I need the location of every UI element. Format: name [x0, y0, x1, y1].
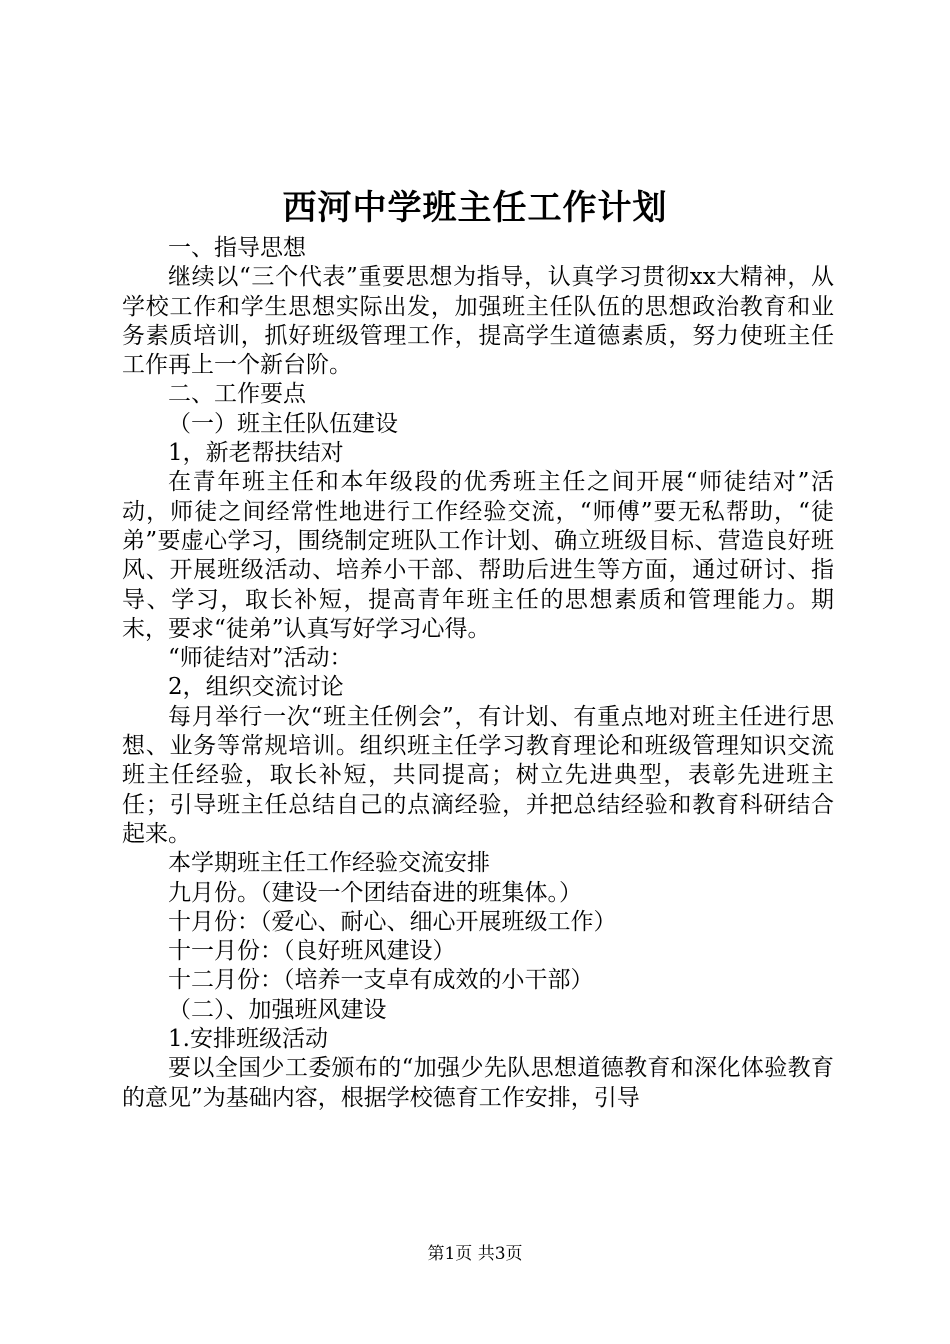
page-footer: 第1页 共3页: [427, 1244, 523, 1264]
schedule-item: 十一月份：（良好班风建设）: [168, 938, 456, 965]
schedule-item: 十月份：（爱心、耐心、细心开展班级工作）: [168, 908, 617, 935]
section-heading: 二、工作要点: [168, 381, 306, 408]
paragraph: 继续以“三个代表”重要思想为指导，认真学习贯彻xx大精神，从学校工作和学生思想实际出发，加强班主任队伍的思想政治教育和业务素质培训，抓好班级管理工作，提高学生道德素质，努力使班主任工作再上一个新台阶。: [122, 264, 834, 379]
item-heading: 2，组织交流讨论: [168, 674, 344, 701]
section-heading: 一、指导思想: [168, 235, 306, 261]
subsection-heading: （二）、加强班风建设: [168, 996, 387, 1023]
paragraph: 在青年班主任和本年级段的优秀班主任之间开展“师徒结对”活动，师徒之间经常性地进行工作经验交流，“师傅”要无私帮助，“徒弟”要虚心学习，围绕制定班队工作计划、确立班级目标、营造良好班风、开展班级活动、培养小干部、帮助后进生等方面，通过研讨、指导、学习，取长补短，提高青年班主任的思想素质和管理能力。期末，要求“徒弟”认真写好学习心得。: [122, 469, 834, 642]
subsection-heading: （一）班主任队伍建设: [168, 410, 398, 437]
item-heading: 1，新老帮扶结对: [168, 440, 344, 467]
document-body: [122, 234, 834, 1113]
document-title: 西河中学班主任工作计划: [282, 188, 668, 228]
paragraph: “师徒结对”活动：: [168, 645, 353, 672]
paragraph: 要以全国少工委颁布的“加强少先队思想道德教育和深化体验教育的意见”为基础内容，根据学校德育工作安排，引导: [122, 1055, 834, 1111]
schedule-item: 九月份。（建设一个团结奋进的班集体。）: [168, 879, 582, 906]
paragraph: 本学期班主任工作经验交流安排: [168, 850, 490, 877]
paragraph: 每月举行一次“班主任例会”，有计划、有重点地对班主任进行思想、业务等常规培训。组织班主任学习教育理论和班级管理知识交流班主任经验，取长补短，共同提高；树立先进典型，表彰先进班主任；引导班主任总结自己的点滴经验，并把总结经验和教育科研结合起来。: [122, 703, 834, 847]
schedule-item: 十二月份：（培养一支卓有成效的小干部）: [168, 967, 594, 994]
item-heading: 1.安排班级活动: [168, 1026, 328, 1053]
